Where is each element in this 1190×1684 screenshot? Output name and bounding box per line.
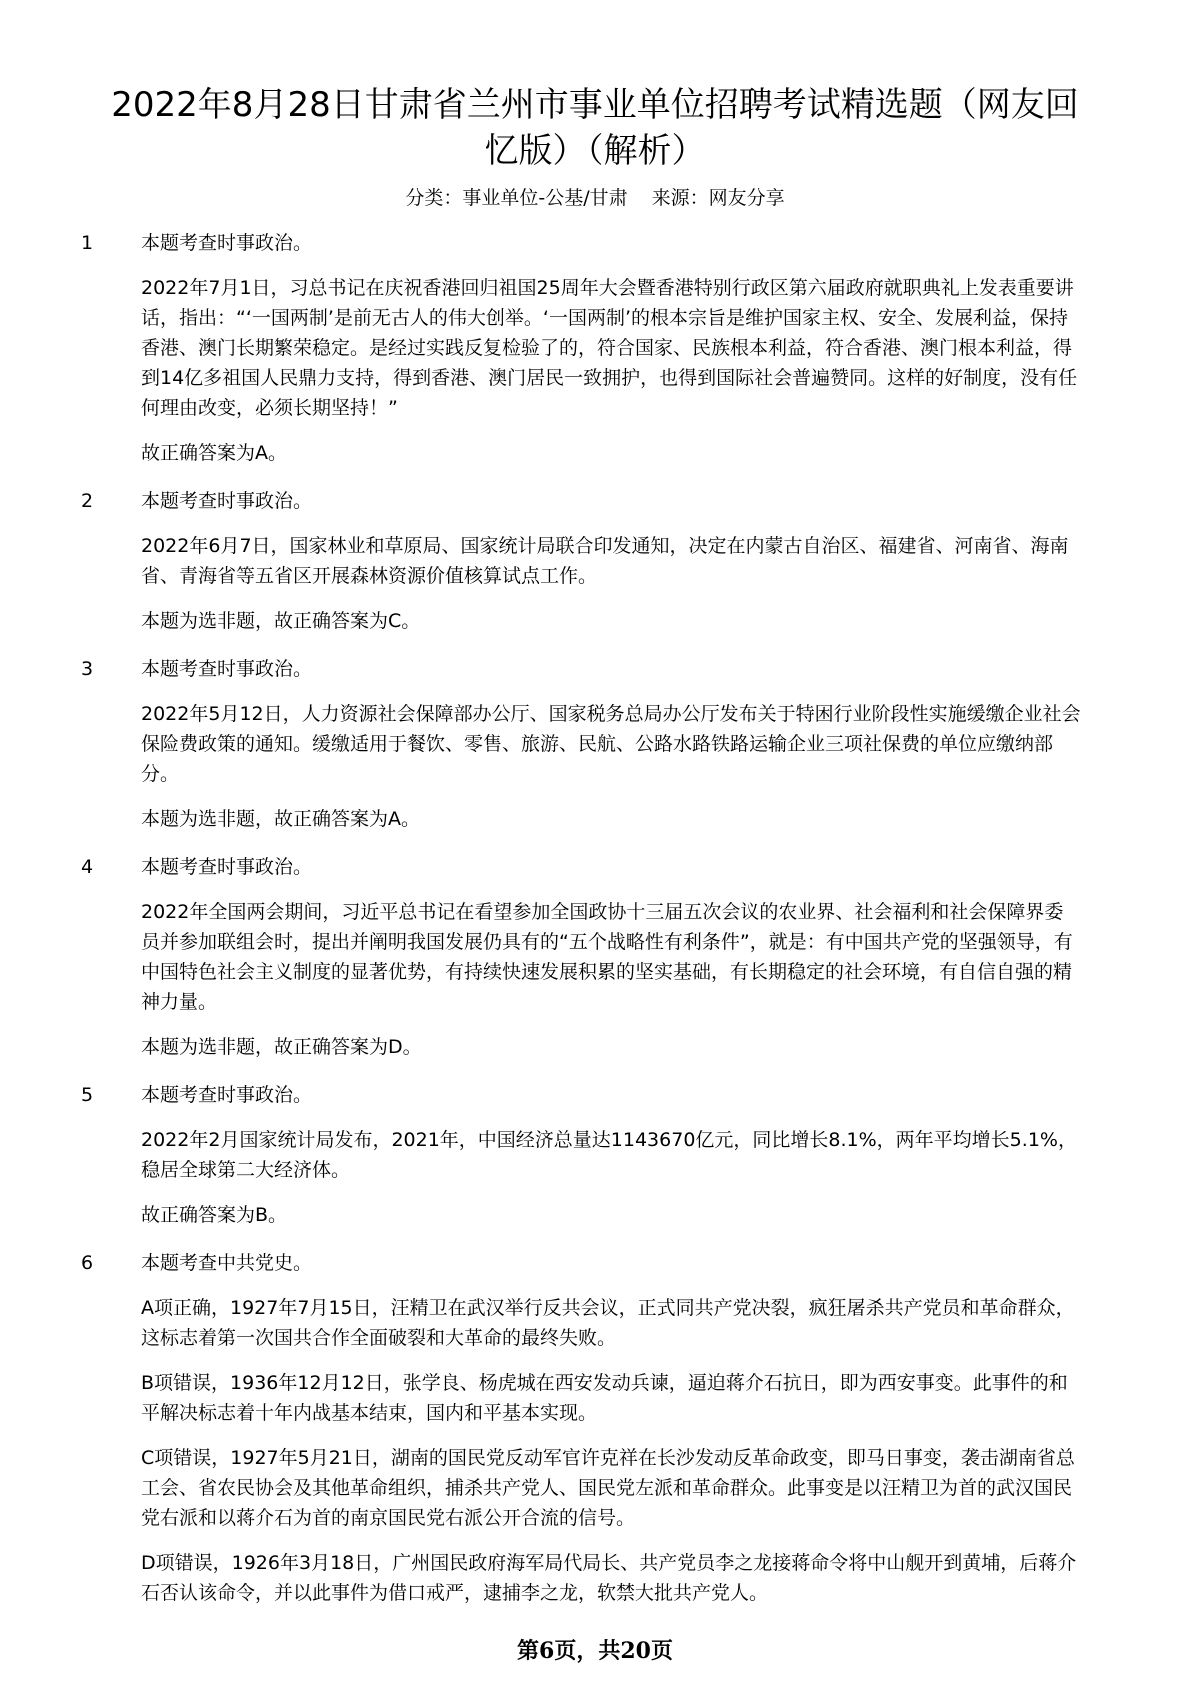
page-title bbox=[70, 82, 1120, 174]
answer-paragraph: D项错误，1926年3月18日，广州国民政府海军局代局长、共产党员李之龙接蒋命令将中山舰开到黄埔，后蒋介石否认该命令，并以此事件为借口戒严，逮捕李之龙，软禁大批共产党人。 bbox=[141, 1552, 1077, 1604]
answer-number: 6 bbox=[81, 1252, 94, 1274]
answer-paragraph: 本题考查中共党史。 bbox=[141, 1252, 313, 1274]
category-label: 分类：事业单位-公基/甘肃 bbox=[405, 187, 628, 209]
answer-item bbox=[0, 1248, 1190, 1608]
answer-paragraph: 本题考查时事政治。 bbox=[141, 658, 313, 680]
answer-paragraph: 2022年6月7日，国家林业和草原局、国家统计局联合印发通知，决定在内蒙古自治区、福建省、河南省、海南省、青海省等五省区开展森林资源价值核算试点工作。 bbox=[141, 535, 1069, 587]
title-line-1: 2022年8月28日甘肃省兰州市事业单位招聘考试精选题（网友回 bbox=[111, 85, 1079, 125]
answer-item bbox=[0, 852, 1190, 1062]
answer-paragraph: 故正确答案为A。 bbox=[141, 442, 287, 464]
answer-item bbox=[0, 654, 1190, 834]
answer-paragraph: 本题为选非题，故正确答案为C。 bbox=[141, 610, 421, 632]
answer-paragraph: 本题考查时事政治。 bbox=[141, 856, 313, 878]
page-number: 第6页，共20页 bbox=[517, 1638, 673, 1664]
answer-number: 2 bbox=[81, 490, 94, 512]
answer-paragraph: 2022年2月国家统计局发布，2021年，中国经济总量达1143670亿元，同比增长8.1%，两年平均增长5.1%，稳居全球第二大经济体。 bbox=[141, 1129, 1077, 1181]
answer-paragraph: 2022年全国两会期间，习近平总书记在看望参加全国政协十三届五次会议的农业界、社会福利和社会保障界委员并参加联组会时，提出并阐明我国发展仍具有的“五个战略性有利条件”，就是：有中国共产党的坚强领导，有中国特色社会主义制度的显著优势，有持续快速发展积累的坚实基础，有长期稳定的社会环境，有自信自强的精神力量。 bbox=[141, 901, 1073, 1013]
document-meta bbox=[0, 185, 1190, 211]
answer-item bbox=[0, 1080, 1190, 1230]
answer-paragraph: 本题为选非题，故正确答案为A。 bbox=[141, 808, 420, 830]
answer-number: 3 bbox=[81, 658, 94, 680]
answer-paragraph: 本题考查时事政治。 bbox=[141, 232, 313, 254]
answer-paragraph: 本题考查时事政治。 bbox=[141, 1084, 313, 1106]
answer-paragraph: 2022年7月1日，习总书记在庆祝香港回归祖国25周年大会暨香港特别行政区第六届政府就职典礼上发表重要讲话，指出：“‘一国两制’是前无古人的伟大创举。‘一国两制’的根本宗旨是维护国家主权、安全、发展利益，保持香港、澳门长期繁荣稳定。是经过实践反复检验了的，符合国家、民族根本利益，符合香港、澳门根本利益，得到14亿多祖国人民鼎力支持，得到香港、澳门居民一致拥护，也得到国际社会普遍赞同。这样的好制度，没有任何理由改变，必须长期坚持！” bbox=[141, 277, 1078, 419]
answer-number: 5 bbox=[81, 1084, 94, 1106]
answer-list bbox=[0, 228, 1190, 1626]
answer-paragraph: 故正确答案为B。 bbox=[141, 1204, 288, 1226]
answer-paragraph: 2022年5月12日，人力资源社会保障部办公厅、国家税务总局办公厅发布关于特困行业阶段性实施缓缴企业社会保险费政策的通知。缓缴适用于餐饮、零售、旅游、民航、公路水路铁路运输企业三项社保费的单位应缴纳部分。 bbox=[141, 703, 1081, 785]
source-label: 来源：网友分享 bbox=[651, 187, 785, 209]
answer-paragraph: 本题考查时事政治。 bbox=[141, 490, 313, 512]
answer-paragraph: A项正确，1927年7月15日，汪精卫在武汉举行反共会议，正式同共产党决裂，疯狂屠杀共产党员和革命群众，这标志着第一次国共合作全面破裂和大革命的最终失败。 bbox=[141, 1297, 1075, 1349]
answer-paragraph: C项错误，1927年5月21日，湖南的国民党反动军官许克祥在长沙发动反革命政变，即马日事变，袭击湖南省总工会、省农民协会及其他革命组织，捕杀共产党人、国民党左派和革命群众。此事变是以汪精卫为首的武汉国民党右派和以蒋介石为首的南京国民党右派公开合流的信号。 bbox=[141, 1447, 1075, 1529]
answer-number: 4 bbox=[81, 856, 94, 878]
answer-item bbox=[0, 228, 1190, 468]
answer-item bbox=[0, 486, 1190, 636]
answer-number: 1 bbox=[81, 232, 94, 254]
answer-paragraph: B项错误，1936年12月12日，张学良、杨虎城在西安发动兵谏，逼迫蒋介石抗日，即为西安事变。此事件的和平解决标志着十年内战基本结束，国内和平基本实现。 bbox=[141, 1372, 1068, 1424]
answer-paragraph: 本题为选非题，故正确答案为D。 bbox=[141, 1036, 422, 1058]
title-line-2: 忆版）（解析） bbox=[484, 131, 706, 171]
